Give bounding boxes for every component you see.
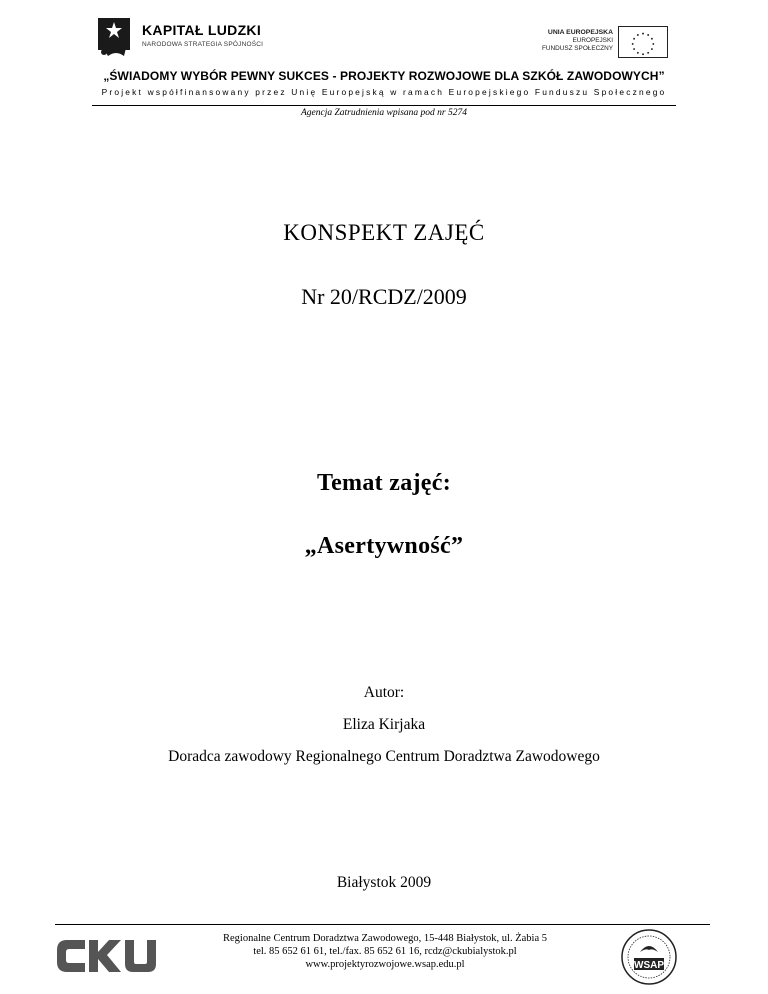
footer-contact: [165, 932, 605, 971]
svg-text:WSAP: WSAP: [634, 960, 664, 971]
place-date: Białystok 2009: [336, 874, 432, 891]
kapital-ludzki-logo-icon: [94, 16, 134, 60]
footer-phone: tel. 85 652 61 61, tel./fax. 85 652 61 16, rcdz@ckubialystok.pl: [253, 946, 517, 957]
project-title: „ŚWIADOMY WYBÓR PEWNY SUKCES - PROJEKTY ROZWOJOWE DLA SZKÓŁ ZAWODOWYCH”: [103, 69, 665, 83]
project-subtitle: Projekt współfinansowany przez Unię Europejską w ramach Europejskiego Funduszu Społecznego: [101, 87, 667, 97]
author-role: Doradca zawodowy Regionalnego Centrum Doradztwa Zawodowego: [168, 748, 600, 765]
cku-logo-icon: [55, 938, 159, 974]
eu-logo-line1: UNIA EUROPEJSKA: [547, 29, 613, 36]
wsap-seal-icon: [620, 928, 678, 986]
document-title: KONSPEKT ZAJĘĆ: [283, 220, 485, 245]
eu-logo-line2: EUROPEJSKI: [572, 37, 613, 44]
footer-website: www.projektyrozwojowe.wsap.edu.pl: [305, 959, 465, 970]
kapital-ludzki-title: KAPITAŁ LUDZKI: [142, 22, 262, 38]
topic-value: „Asertywność”: [304, 533, 464, 559]
author-label: Autor:: [363, 684, 405, 701]
topic-label: Temat zajęć:: [317, 470, 451, 496]
kapital-ludzki-subtitle: NARODOWA STRATEGIA SPÓJNOŚCI: [142, 41, 264, 48]
header-divider: [92, 105, 676, 106]
eu-flag-icon: [618, 26, 668, 58]
footer-divider: [55, 924, 710, 925]
eu-logo-text: [542, 29, 613, 53]
author-name: Eliza Kirjaka: [342, 716, 426, 733]
document-number: Nr 20/RCDZ/2009: [301, 284, 467, 309]
agency-note: Agencja Zatrudnienia wpisana pod nr 5274: [301, 108, 467, 118]
eu-logo-line3: FUNDUSZ SPOŁECZNY: [541, 45, 613, 52]
footer-address: Regionalne Centrum Doradztwa Zawodowego, 15-448 Białystok, ul. Żabia 5: [223, 933, 547, 944]
